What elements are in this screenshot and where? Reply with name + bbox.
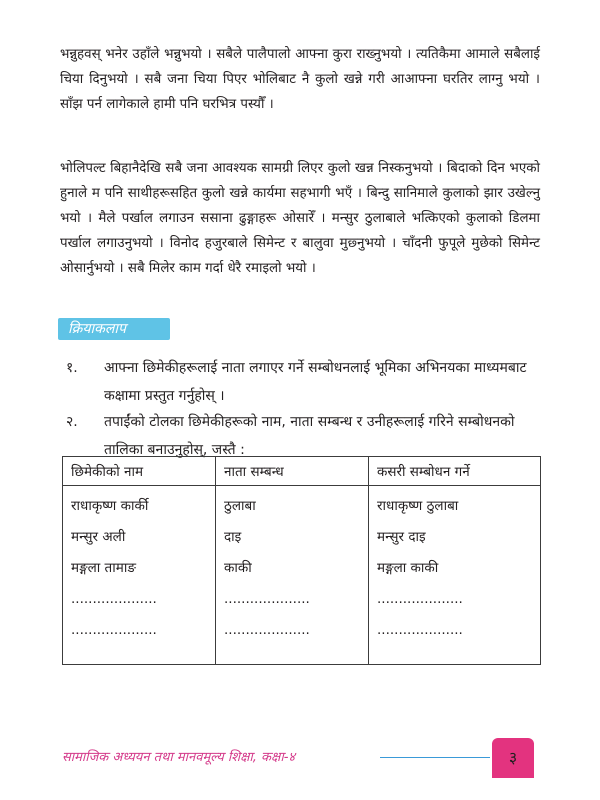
header-relation: नाता सम्बन्ध — [216, 457, 369, 486]
activity-item-number: १. — [66, 360, 78, 376]
footer-rule — [380, 757, 490, 758]
paragraph-1: भन्नुहवस् भनेर उहाँले भन्नुभयो । सबैले पालैपालो आफ्ना कुरा राख्नुभयो । त्यतिकैमा आमाले सबैलाई चिया दिनुभयो । सबै जना चिया पिएर भोलिबाट नै कुलो खन्ने गरी आआफ्ना घरतिर लाग्नु भयो । साँझ पर्न लागेकाले हामी पनि घरभित्र पस्यौँ । — [60, 47, 540, 112]
header-neighbour-name: छिमेकीको नाम — [63, 457, 216, 486]
table-cell: .................... — [71, 591, 157, 607]
activity-item-text: तपाईंको टोलका छिमेकीहरूको नाम, नाता सम्बन्ध र उनीहरूलाई गरिने सम्बोधनको तालिका बनाउनुहोस्, जस्तै : — [104, 414, 515, 458]
table-cell: मङ्गला काकी — [377, 560, 439, 576]
table-cell: ठुलाबा — [224, 498, 256, 514]
column-relation — [216, 486, 369, 665]
table-cell: .................... — [377, 622, 463, 638]
table-body-row — [63, 486, 541, 665]
activity-item-number: २. — [66, 414, 78, 430]
table-cell: .................... — [377, 591, 463, 607]
table-cell: .................... — [71, 622, 157, 638]
table-cell: .................... — [224, 591, 310, 607]
table-cell: .................... — [224, 622, 310, 638]
page-number: ३ — [492, 738, 534, 778]
table-cell: राधाकृष्ण ठुलाबा — [377, 498, 459, 514]
table-cell: मन्सुर अली — [71, 529, 126, 545]
header-address-form: कसरी सम्बोधन गर्ने — [369, 457, 541, 486]
table-cell: मन्सुर दाइ — [377, 529, 426, 545]
table-cell: दाइ — [224, 529, 242, 545]
table-cell: मङ्गला तामाङ — [71, 560, 136, 576]
activity-heading: क्रियाकलाप — [58, 318, 170, 340]
neighbour-relations-table — [62, 456, 541, 665]
table-cell: काकी — [224, 560, 252, 576]
table-header-row — [63, 457, 541, 486]
table-cell: राधाकृष्ण कार्की — [71, 498, 149, 514]
column-neighbour-name — [63, 486, 216, 665]
paragraph-2: भोलिपल्ट बिहानैदेखि सबै जना आवश्यक सामग्री लिएर कुलो खन्न निस्कनुभयो । बिदाको दिन भएको हुनाले म पनि साथीहरूसहित कुलो खन्ने कार्यमा सहभागी भएँ । बिन्दु सानिमाले कुलाको झार उखेल्नु भयो । मैले पर्खाल लगाउन ससाना ढुङ्गाहरू ओसारेँ । मन्सुर ठुलाबाले भत्किएको कुलाको डिलमा पर्खाल लगाउनुभयो । विनोद हजुरबाले सिमेन्ट र बालुवा मुछ्नुभयो । चाँदनी फुपूले मुछेको सिमेन्ट ओसार्नुभयो । सबै मिलेर काम गर्दा धेरै रमाइलो भयो । — [60, 161, 540, 276]
column-address-form — [369, 486, 541, 665]
footer-book-title: सामाजिक अध्ययन तथा मानवमूल्य शिक्षा, कक्षा-४ — [62, 750, 296, 765]
activity-item-1 — [60, 354, 540, 410]
activity-item-text: आफ्ना छिमेकीहरूलाई नाता लगाएर गर्ने सम्बोधनलाई भूमिका अभिनयका माध्यमबाट कक्षामा प्रस्तुत गर्नुहोस् । — [104, 360, 527, 404]
